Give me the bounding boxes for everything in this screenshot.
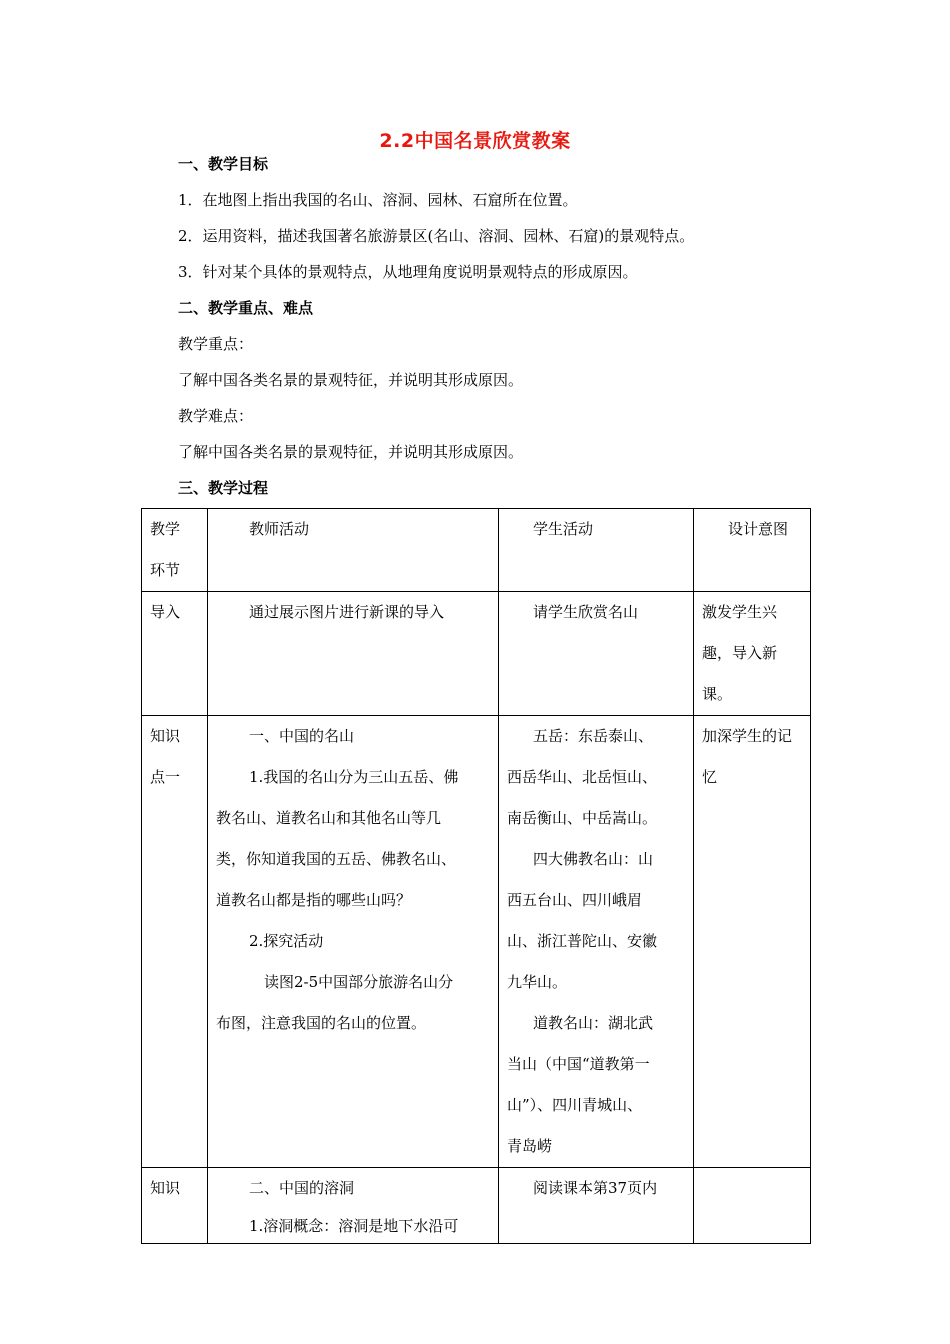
teacher-text: 类，你知道我国的五岳、佛教名山、 [216,850,457,868]
student-text: 山、浙江普陀山、安徽 [507,932,658,950]
teacher-text: 1.溶洞概念：溶洞是地下水沿可 [249,1217,459,1235]
teacher-text: 二、中国的溶洞 [249,1179,355,1197]
row-stage [142,716,208,1168]
intent-text: 加深学生的记 [702,727,793,745]
row-intent [694,716,811,1168]
table-row [142,716,811,1168]
stage-text: 点一 [150,768,181,786]
student-text: 五岳：东岳泰山、 [533,727,654,745]
header-student-label: 学生活动 [533,520,594,538]
intent-text: 趣，导入新 [702,644,778,662]
section-heading-focus: 二、教学重点、难点 [178,299,314,317]
header-stage-line: 环节 [150,561,181,579]
document-title: 2.2中国名景欣赏教案 [379,130,571,152]
row-intent [694,1168,811,1244]
student-text: 四大佛教名山：山 [533,850,654,868]
table-row [142,592,811,716]
student-text: 南岳衡山、中岳嵩山。 [507,809,658,827]
row-teacher [208,1168,499,1244]
header-teacher-label: 教师活动 [249,520,310,538]
difficulty-label: 教学难点： [178,407,254,425]
student-text: 道教名山：湖北武 [533,1014,654,1032]
table-row [142,1168,811,1244]
teacher-text: 一、中国的名山 [249,727,355,745]
section-heading-process: 三、教学过程 [178,479,269,497]
row-stage [142,592,208,716]
teacher-text: 2.探究活动 [249,932,324,950]
header-intent [694,509,811,592]
student-text: 阅读课本第37页内 [533,1179,658,1197]
lesson-process-table [141,508,811,1244]
header-stage-line: 教学 [150,520,181,538]
header-teacher [208,509,499,592]
student-text: 当山（中国“道教第一 [507,1055,650,1073]
section-heading-objectives: 一、教学目标 [178,155,269,173]
objective-item-2: 2．运用资料，描述我国著名旅游景区(名山、溶洞、园林、石窟)的景观特点。 [178,227,695,245]
row-student [499,592,694,716]
row-student [499,716,694,1168]
student-text: 西岳华山、北岳恒山、 [507,768,658,786]
row-stage [142,1168,208,1244]
focus-text: 了解中国各类名景的景观特征，并说明其形成原因。 [178,371,524,389]
difficulty-text: 了解中国各类名景的景观特征，并说明其形成原因。 [178,443,524,461]
intent-text: 激发学生兴 [702,603,778,621]
student-text: 山”）、四川青城山、 [507,1096,643,1114]
intent-text: 课。 [702,685,733,703]
student-text: 请学生欣赏名山 [533,603,639,621]
student-text: 九华山。 [507,973,568,991]
row-teacher [208,592,499,716]
objective-item-1: 1．在地图上指出我国的名山、溶洞、园林、石窟所在位置。 [178,191,578,209]
header-stage [142,509,208,592]
stage-text: 导入 [150,603,181,621]
focus-label: 教学重点： [178,335,254,353]
row-student [499,1168,694,1244]
stage-text: 知识 [150,727,181,745]
teacher-text: 道教名山都是指的哪些山吗？ [216,891,412,909]
teacher-text: 1.我国的名山分为三山五岳、佛 [249,768,459,786]
table-header-row [142,509,811,592]
header-intent-label: 设计意图 [728,520,789,538]
intent-text: 忆 [702,768,718,786]
objective-item-3: 3．针对某个具体的景观特点，从地理角度说明景观特点的形成原因。 [178,263,638,281]
row-teacher [208,716,499,1168]
header-student [499,509,694,592]
row-intent [694,592,811,716]
teacher-text: 布图，注意我国的名山的位置。 [216,1014,427,1032]
student-text: 西五台山、四川峨眉 [507,891,643,909]
student-text: 青岛崂 [507,1137,553,1155]
teacher-text: 通过展示图片进行新课的导入 [249,603,445,621]
stage-text: 知识 [150,1179,181,1197]
teacher-text: 读图2-5中国部分旅游名山分 [264,973,454,991]
teacher-text: 教名山、道教名山和其他名山等几 [216,809,442,827]
